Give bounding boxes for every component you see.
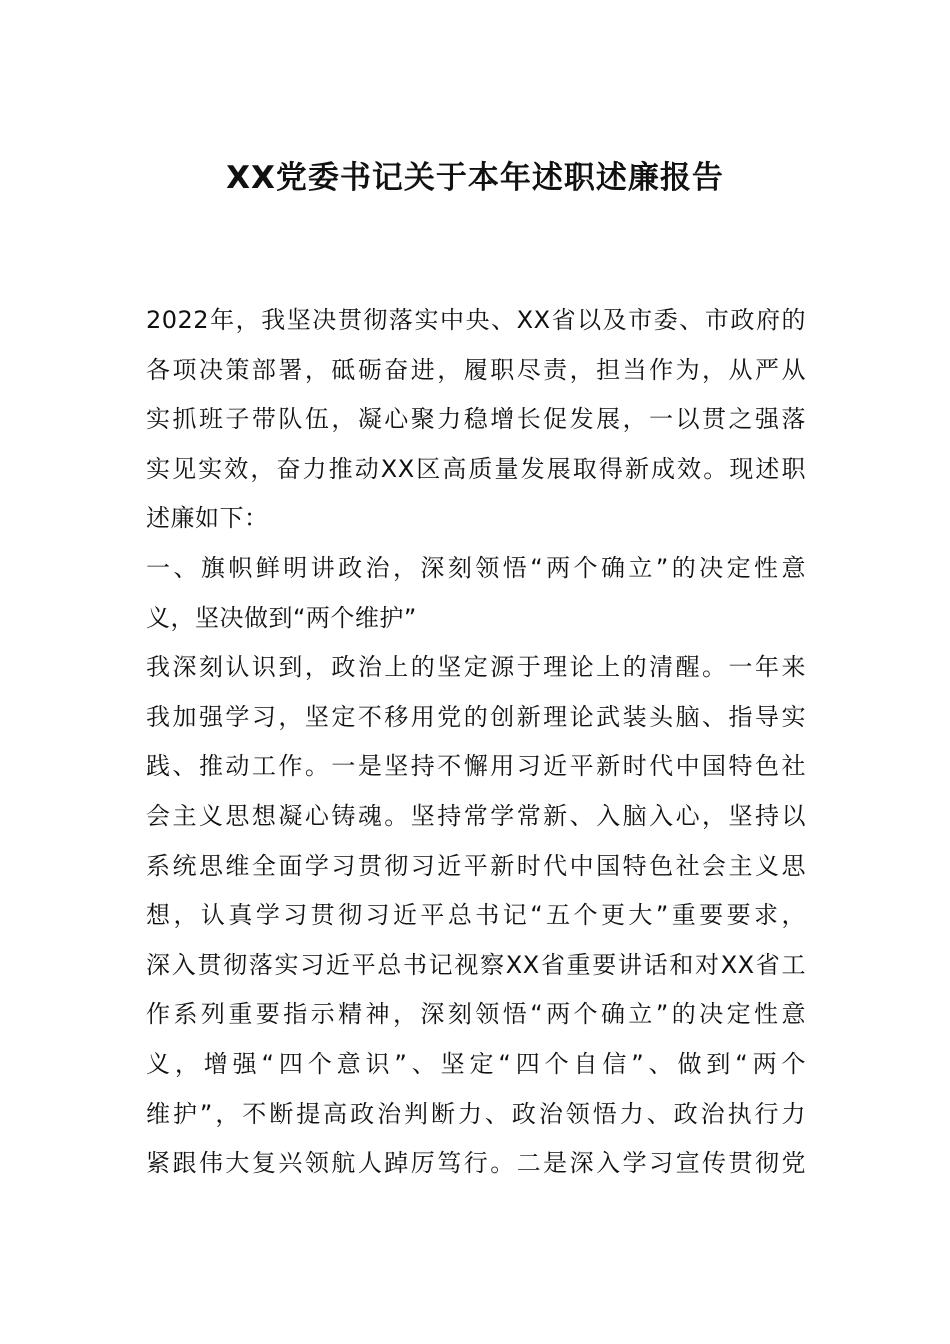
body-line: 实抓班子带队伍，凝心聚力稳增长促发展，一以贯之强落 [146, 405, 806, 434]
body-line: 2022年，我坚决贯彻落实中央、XX省以及市委、市政府的 [146, 306, 806, 334]
section-heading-line: 义，坚决做到“两个维护” [146, 603, 417, 632]
document-title: XX党委书记关于本年述职述廉报告 [226, 160, 724, 196]
body-line: 述廉如下： [146, 504, 269, 533]
body-line: 践、推动工作。一是坚持不懈用习近平新时代中国特色社 [146, 752, 806, 781]
body-line: 各项决策部署，砥砺奋进，履职尽责，担当作为，从严从 [146, 355, 806, 384]
body-line: 维护”，不断提高政治判断力、政治领悟力、政治执行力 [146, 1099, 806, 1128]
body-line: 我加强学习，坚定不移用党的创新理论武装头脑、指导实 [146, 702, 806, 731]
body-line: 实见实效，奋力推动XX区高质量发展取得新成效。现述职 [146, 454, 806, 483]
body-line: 义，增强“四个意识”、坚定“四个自信”、做到“两个 [146, 1049, 806, 1078]
section-heading-line: 一、旗帜鲜明讲政治，深刻领悟“两个确立”的决定性意 [146, 553, 806, 582]
document-body [146, 296, 806, 1189]
body-line: 作系列重要指示精神，深刻领悟“两个确立”的决定性意 [146, 1000, 806, 1029]
body-line: 会主义思想凝心铸魂。坚持常学常新、入脑入心，坚持以 [146, 801, 806, 830]
body-line: 深入贯彻落实习近平总书记视察XX省重要讲话和对XX省工 [146, 950, 806, 979]
body-line: 我深刻认识到，政治上的坚定源于理论上的清醒。一年来 [146, 653, 806, 682]
body-line: 系统思维全面学习贯彻习近平新时代中国特色社会主义思 [146, 851, 806, 880]
body-line: 想，认真学习贯彻习近平总书记“五个更大”重要要求， [146, 901, 806, 930]
body-line: 紧跟伟大复兴领航人踔厉笃行。二是深入学习宣传贯彻党 [146, 1149, 806, 1178]
